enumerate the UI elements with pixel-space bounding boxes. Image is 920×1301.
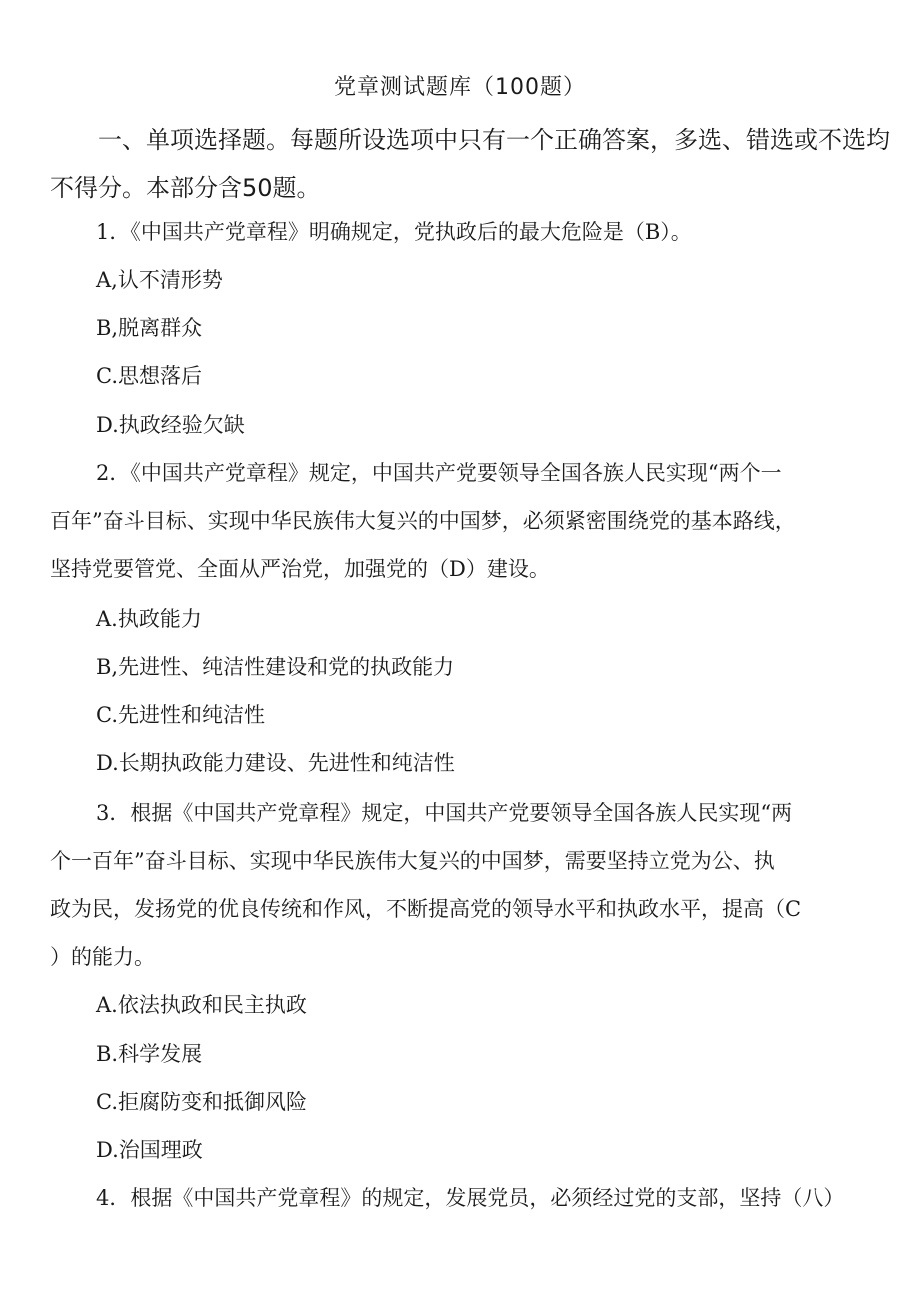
question-3-line-4: ）的能力。 — [50, 945, 155, 969]
question-1-option-c: C.思想落后 — [96, 364, 202, 388]
question-3-option-d: D.治国理政 — [96, 1138, 203, 1162]
question-1-line-1: 1．《中国共产党章程》明确规定，党执政后的最大危险是（B）。 — [96, 220, 692, 244]
question-3-option-b: B.科学发展 — [96, 1042, 203, 1066]
question-3-option-c: C.拒腐防变和抵御风险 — [96, 1090, 307, 1114]
question-3-line-2: 个一百年”奋斗目标、实现中华民族伟大复兴的中国梦，需要坚持立党为公、执 — [50, 849, 775, 873]
question-1-option-d: D.执政经验欠缺 — [96, 413, 245, 437]
question-4-line-1: 4．根据《中国共产党章程》的规定，发展党员，必须经过党的支部，坚持（八） — [96, 1186, 845, 1210]
question-3-option-a: A.依法执政和民主执政 — [96, 993, 307, 1017]
question-1-option-a: A,认不清形势 — [96, 268, 223, 292]
question-1-option-b: B,脱离群众 — [96, 316, 203, 340]
question-2-line-1: 2．《中国共产党章程》规定，中国共产党要领导全国各族人民实现“两个一 — [96, 461, 782, 485]
question-1 — [50, 208, 885, 256]
question-2-line-3: 坚持党要管党、全面从严治党，加强党的（D）建设。 — [50, 557, 550, 581]
question-2-option-c: C.先进性和纯洁性 — [96, 703, 265, 727]
question-2-line-2: 百年”奋斗目标、实现中华民族伟大复兴的中国梦，必须紧密围绕党的基本路线， — [50, 509, 796, 533]
question-2-option-a: A.执政能力 — [96, 607, 202, 631]
question-3-line-3: 政为民，发扬党的优良传统和作风，不断提高党的领导水平和执政水平，提高（C — [50, 897, 802, 921]
question-4 — [50, 1174, 885, 1222]
document-title: 党章测试题库（100题） — [334, 75, 586, 100]
question-2-option-b: B,先进性、纯洁性建设和党的执政能力 — [96, 655, 455, 679]
section-heading — [50, 116, 890, 212]
section-heading-line-1: 一、单项选择题。每题所设选项中只有一个正确答案，多选、错选或不选均 — [98, 126, 890, 154]
question-3 — [50, 789, 885, 981]
section-heading-line-2: 不得分。本部分含50题。 — [50, 174, 321, 202]
question-2-option-d: D.长期执政能力建设、先进性和纯洁性 — [96, 751, 455, 775]
question-3-line-1: 3．根据《中国共产党章程》规定，中国共产党要领导全国各族人民实现“两 — [96, 801, 793, 825]
question-2 — [50, 449, 885, 593]
